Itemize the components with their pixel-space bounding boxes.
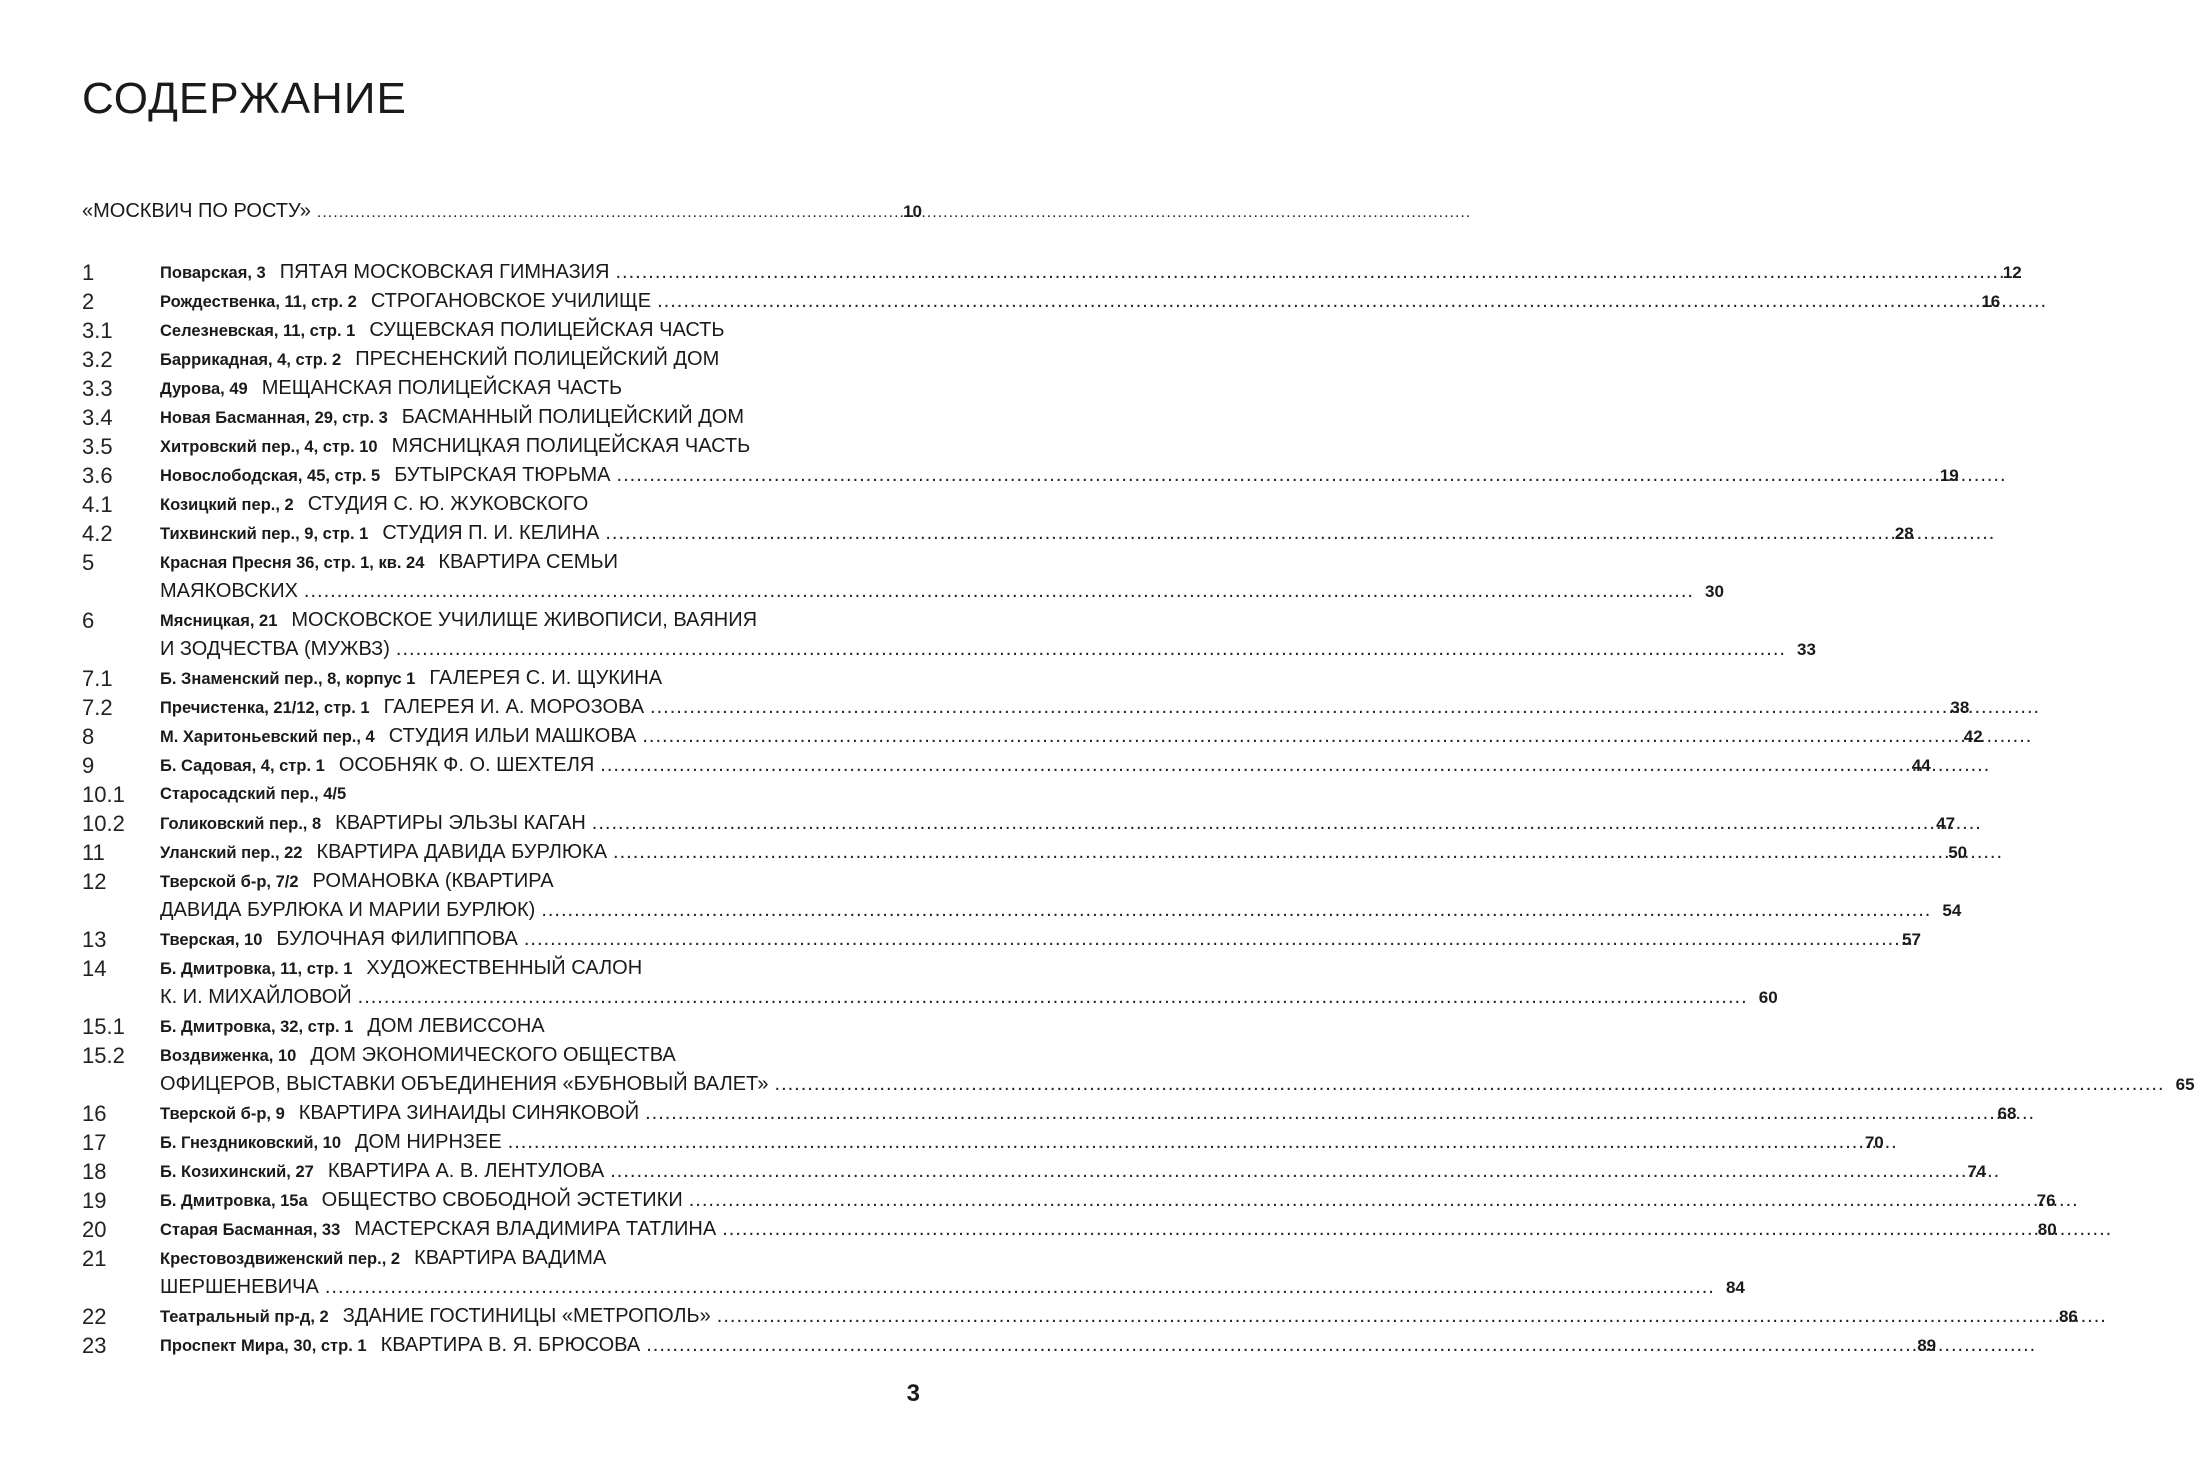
toc-entry-number: 3.1	[82, 318, 113, 343]
toc-entry-line	[160, 983, 1778, 1012]
toc-entry-body	[160, 1041, 2195, 1099]
toc-entry-line	[160, 722, 1983, 751]
toc-entry-title: СТУДИЯ ИЛЬИ МАШКОВА	[388, 725, 637, 747]
toc-entry-body	[160, 345, 922, 374]
toc-entry-page: 44	[1911, 756, 1931, 775]
toc-entry-address: Мясницкая, 21	[160, 612, 278, 630]
toc-entry[interactable]	[82, 809, 1956, 838]
toc-entry-number: 20	[82, 1217, 107, 1242]
toc-entry-title: ПЯТАЯ МОСКОВСКАЯ ГИМНАЗИЯ	[279, 261, 610, 283]
toc-entry-line	[160, 1099, 2016, 1128]
toc-entry-body	[160, 461, 1959, 490]
toc-entry-line	[160, 1157, 1986, 1186]
dot-leader	[657, 287, 1970, 316]
toc-entry-body	[160, 374, 922, 403]
toc-entry-body	[160, 1186, 2056, 1215]
toc-entry[interactable]	[82, 461, 1959, 490]
dot-leader	[617, 461, 1929, 490]
dot-leader	[317, 204, 892, 222]
toc-entry-line	[160, 1273, 1745, 1302]
toc-entry[interactable]	[82, 606, 1816, 664]
toc-entry-line	[160, 461, 1959, 490]
toc-entry-body	[160, 780, 922, 809]
toc-entry-number: 16	[82, 1101, 107, 1126]
toc-entry-title: БАСМАННЫЙ ПОЛИЦЕЙСКИЙ ДОМ	[401, 406, 745, 428]
toc-entry-page: 19	[1939, 466, 1959, 485]
toc-entry-page: 38	[1950, 698, 1970, 717]
toc-entry-number: 7.1	[82, 666, 113, 691]
toc-entry-title: СТУДИЯ С. Ю. ЖУКОВСКОГО	[307, 493, 589, 515]
toc-entry-number: 18	[82, 1159, 107, 1184]
toc-entry-address: Б. Знаменский пер., 8, корпус 1	[160, 670, 416, 688]
toc-entry-address: Хитровский пер., 4, стр. 10	[160, 438, 378, 456]
toc-entry-number: 19	[82, 1188, 107, 1213]
toc-entry[interactable]	[82, 374, 922, 403]
toc-entry-number: 21	[82, 1246, 107, 1271]
toc-entry-line	[160, 403, 922, 432]
toc-entry-address: Тверской б-р, 7/2	[160, 873, 299, 891]
toc-entry-number: 7.2	[82, 695, 113, 720]
toc-entry-address: Старая Басманная, 33	[160, 1221, 341, 1239]
toc-entry-body	[160, 1302, 2078, 1331]
toc-entry-address: Новая Басманная, 29, стр. 3	[160, 409, 388, 427]
dot-leader	[646, 1331, 1906, 1360]
toc-entry-address: Козицкий пер., 2	[160, 496, 294, 514]
toc-entry-address: Б. Дмитровка, 11, стр. 1	[160, 960, 353, 978]
toc-entry-address: Воздвиженка, 10	[160, 1047, 297, 1065]
toc-entry-address: Баррикадная, 4, стр. 2	[160, 351, 342, 369]
toc-entry-title: СТУДИЯ П. И. КЕЛИНА	[382, 522, 600, 544]
toc-entry[interactable]	[82, 867, 1962, 925]
toc-entry-line	[160, 1128, 1884, 1157]
page-number: 3	[906, 1380, 920, 1407]
toc-entry-number: 23	[82, 1333, 107, 1358]
dot-leader	[600, 751, 1900, 780]
toc-entry-title: ДОМ НИРНЗЕЕ	[355, 1131, 502, 1153]
toc-entry-page: 76	[2036, 1191, 2056, 1210]
toc-entry-number: 3.2	[82, 347, 113, 372]
toc-entry-line	[160, 432, 922, 461]
toc-entry-number: 11	[82, 840, 105, 865]
toc-entry-page: 33	[1797, 640, 1816, 659]
toc-entry-body	[160, 693, 1969, 722]
dot-leader	[613, 838, 1937, 867]
toc-entry-page: 54	[1942, 901, 1962, 920]
toc-entry[interactable]	[82, 751, 1931, 780]
toc-entry-line	[160, 577, 1724, 606]
toc-entry-address: Проспект Мира, 30, стр. 1	[160, 1337, 367, 1355]
toc-entry-title: ОСОБНЯК Ф. О. ШЕХТЕЛЯ	[338, 754, 595, 776]
toc-entry[interactable]	[82, 780, 922, 809]
dot-leader	[358, 983, 1748, 1012]
dot-leader	[610, 1157, 1956, 1186]
toc-entry-number: 15.1	[82, 1014, 125, 1039]
toc-entry-line	[160, 809, 1955, 838]
toc-entry-number: 4.1	[82, 492, 113, 517]
toc-entry-title: ЗДАНИЕ ГОСТИНИЦЫ «МЕТРОПОЛЬ»	[342, 1305, 711, 1327]
toc-entry-page: 47	[1936, 814, 1956, 833]
toc-entry-page: 28	[1894, 524, 1914, 543]
toc-entry-address: Голиковский пер., 8	[160, 815, 322, 833]
dot-leader	[689, 1186, 2026, 1215]
toc-entry-line	[160, 954, 1778, 983]
toc-entry-title: К. И. МИХАЙЛОВОЙ	[160, 986, 352, 1008]
toc-entry-number: 12	[82, 869, 107, 894]
toc-entry-line	[160, 1070, 2195, 1099]
toc-entry-body	[160, 809, 1955, 838]
toc-entry[interactable]	[82, 519, 1914, 548]
toc-entry-body	[160, 1012, 922, 1041]
toc-entry-line	[160, 1041, 2195, 1070]
toc-entry-address: Уланский пер., 22	[160, 844, 303, 862]
toc-entry-body	[160, 751, 1931, 780]
toc-entry-line	[160, 925, 1921, 954]
toc-entry-page: 89	[1917, 1336, 1937, 1355]
dot-leader	[616, 258, 1992, 287]
table-of-contents	[82, 200, 2195, 1360]
toc-entry[interactable]	[82, 693, 1970, 722]
toc-entry-page: 68	[1997, 1104, 2017, 1123]
toc-entry-body	[160, 287, 2000, 316]
toc-entry-body	[160, 258, 2022, 287]
toc-entry-number: 8	[82, 724, 95, 749]
toc-entry-address: Тверская, 10	[160, 931, 263, 949]
toc-entry-body	[160, 1215, 2057, 1244]
toc-entry-page: 16	[1981, 292, 2001, 311]
toc-entry-title: СУЩЕВСКАЯ ПОЛИЦЕЙСКАЯ ЧАСТЬ	[369, 319, 725, 341]
toc-entry-address: Театральный пр-д, 2	[160, 1308, 329, 1326]
toc-entry-number: 10.2	[82, 811, 125, 836]
toc-entry[interactable]	[82, 1215, 2057, 1244]
toc-entry-body	[160, 1157, 1986, 1186]
toc-entry-body	[160, 722, 1983, 751]
toc-entry-number: 13	[82, 927, 107, 952]
toc-entry[interactable]	[82, 1128, 1884, 1157]
toc-entry-title: ОФИЦЕРОВ, ВЫСТАВКИ ОБЪЕДИНЕНИЯ «БУБНОВЫЙ ВАЛЕТ»	[160, 1073, 769, 1095]
toc-entry-page: 86	[2058, 1307, 2078, 1326]
toc-entry-body	[160, 403, 922, 432]
toc-entry-title: БУЛОЧНАЯ ФИЛИППОВА	[276, 928, 518, 950]
toc-entry[interactable]	[82, 838, 1968, 867]
toc-entry-body	[160, 316, 922, 345]
toc-entry-line	[160, 635, 1816, 664]
toc-entry-line	[160, 519, 1914, 548]
toc-entry[interactable]	[82, 925, 1921, 954]
toc-entry-title: ГАЛЕРЕЯ С. И. ЩУКИНА	[429, 667, 663, 689]
toc-entry-number: 1	[82, 260, 95, 285]
toc-entry-line	[160, 606, 1816, 635]
toc-entry-line	[160, 838, 1967, 867]
toc-entry-address: Б. Садовая, 4, стр. 1	[160, 757, 325, 775]
dot-leader	[592, 809, 1925, 838]
toc-entry-number: 15.2	[82, 1043, 125, 1068]
dot-leader	[304, 577, 1694, 606]
toc-entry-title: МАСТЕРСКАЯ ВЛАДИМИРА ТАТЛИНА	[354, 1218, 717, 1240]
toc-entry[interactable]	[82, 1244, 1745, 1302]
toc-entry-title: КВАРТИРА А. В. ЛЕНТУЛОВА	[327, 1160, 605, 1182]
toc-entry-number: 6	[82, 608, 95, 633]
toc-entry-title: МЯСНИЦКАЯ ПОЛИЦЕЙСКАЯ ЧАСТЬ	[391, 435, 751, 457]
toc-entry[interactable]	[82, 1186, 2056, 1215]
toc-entry-address: Старосадский пер., 4/5	[160, 785, 347, 803]
toc-entry-title: ДОМ ЛЕВИССОНА	[367, 1015, 545, 1037]
toc-entry-line	[160, 1331, 1936, 1360]
toc-entry-title: КВАРТИРА СЕМЬИ	[438, 551, 618, 573]
toc-entry-title: ДОМ ЭКОНОМИЧЕСКОГО ОБЩЕСТВА	[310, 1044, 676, 1066]
toc-entry[interactable]	[82, 954, 1778, 1012]
toc-entry-title: ХУДОЖЕСТВЕННЫЙ САЛОН	[366, 957, 643, 979]
toc-entry-body	[160, 664, 922, 693]
toc-entry-address: Селезневская, 11, стр. 1	[160, 322, 356, 340]
toc-entry-line	[160, 374, 922, 403]
toc-entry-title: БУТЫРСКАЯ ТЮРЬМА	[394, 464, 611, 486]
dot-leader	[775, 1070, 2165, 1099]
dot-leader	[645, 1099, 1986, 1128]
toc-entry-line	[160, 780, 922, 809]
toc-entry-body	[160, 606, 1816, 664]
dot-leader	[717, 1302, 2048, 1331]
toc-entry-title: ГАЛЕРЕЯ И. А. МОРОЗОВА	[383, 696, 645, 718]
toc-entry[interactable]	[82, 432, 922, 461]
toc-entries	[82, 258, 2195, 1360]
toc-entry-line	[160, 490, 922, 519]
toc-entry-number: 5	[82, 550, 95, 575]
toc-entry[interactable]	[82, 345, 922, 374]
toc-entry-number: 14	[82, 956, 107, 981]
toc-entry[interactable]	[82, 1331, 1937, 1360]
toc-entry-line	[160, 1244, 1745, 1273]
toc-entry-title: ДАВИДА БУРЛЮКА И МАРИИ БУРЛЮК)	[160, 899, 536, 921]
toc-entry-page: 70	[1864, 1133, 1884, 1152]
toc-entry-page: 12	[2002, 263, 2022, 282]
toc-entry[interactable]	[82, 1012, 922, 1041]
toc-entry-number: 22	[82, 1304, 107, 1329]
toc-entry-line	[160, 1186, 2056, 1215]
toc-entry-page: 84	[1725, 1278, 1745, 1297]
toc-entry-body	[160, 925, 1921, 954]
toc-entry-line	[160, 867, 1961, 896]
toc-entry-page: 65	[2175, 1075, 2195, 1094]
toc-entry-line	[160, 258, 2022, 287]
toc-entry-body	[160, 490, 922, 519]
toc-entry-line	[160, 316, 922, 345]
toc-entry[interactable]	[82, 1157, 1987, 1186]
toc-entry[interactable]	[82, 316, 922, 345]
toc-entry-page: 50	[1948, 843, 1968, 862]
toc-entry-title: ОБЩЕСТВО СВОБОДНОЙ ЭСТЕТИКИ	[321, 1189, 683, 1211]
toc-entry[interactable]	[82, 490, 922, 519]
toc-intro-page: 10	[903, 202, 922, 221]
toc-entry[interactable]	[82, 548, 1724, 606]
toc-entry-number: 3.4	[82, 405, 113, 430]
toc-entry-address: Поварская, 3	[160, 264, 266, 282]
toc-entry-address: Пречистенка, 21/12, стр. 1	[160, 699, 370, 717]
toc-entry-address: Новослободская, 45, стр. 5	[160, 467, 381, 485]
toc-entry-address: Б. Гнездниковский, 10	[160, 1134, 341, 1152]
toc-entry-body	[160, 548, 1724, 606]
toc-entry-title: МЕЩАНСКАЯ ПОЛИЦЕЙСКАЯ ЧАСТЬ	[261, 377, 623, 399]
toc-entry-number: 17	[82, 1130, 107, 1155]
toc-entry-line	[160, 693, 1969, 722]
toc-entry-page: 74	[1967, 1162, 1987, 1181]
toc-entry-line	[160, 664, 922, 693]
toc-entry-number: 3.6	[82, 463, 113, 488]
toc-entry-address: Б. Козихинский, 27	[160, 1163, 314, 1181]
toc-entry-address: Тихвинский пер., 9, стр. 1	[160, 525, 369, 543]
toc-entry-title: РОМАНОВКА (КВАРТИРА	[312, 870, 554, 892]
toc-entry-address: Красная Пресня 36, стр. 1, кв. 24	[160, 554, 425, 572]
toc-entry-body	[160, 867, 1961, 925]
page-title: СОДЕРЖАНИЕ	[82, 74, 407, 123]
toc-entry-body	[160, 1128, 1884, 1157]
toc-entry-number: 3.3	[82, 376, 113, 401]
dot-leader	[650, 693, 1939, 722]
toc-entry-line	[160, 548, 1724, 577]
toc-intro-title: «МОСКВИЧ ПО РОСТУ»	[82, 200, 311, 222]
toc-entry[interactable]	[82, 403, 922, 432]
toc-entry-title: СТРОГАНОВСКОЕ УЧИЛИЩЕ	[370, 290, 652, 312]
toc-entry-title: МОСКОВСКОЕ УЧИЛИЩЕ ЖИВОПИСИ, ВАЯНИЯ	[291, 609, 758, 631]
toc-entry-number: 9	[82, 753, 95, 778]
dot-leader	[508, 1128, 1854, 1157]
toc-entry[interactable]	[82, 287, 2001, 316]
toc-entry-line	[160, 287, 2000, 316]
toc-entry-title: КВАРТИРА ВАДИМА	[414, 1247, 607, 1269]
toc-entry-number: 4.2	[82, 521, 113, 546]
toc-entry[interactable]	[82, 664, 922, 693]
toc-entry-address: М. Харитоньевский пер., 4	[160, 728, 375, 746]
toc-entry-address: Б. Дмитровка, 15а	[160, 1192, 308, 1210]
toc-intro[interactable]	[82, 200, 922, 229]
toc-entry-page: 80	[2037, 1220, 2057, 1239]
toc-entry-title: И ЗОДЧЕСТВА (МУЖВЗ)	[160, 638, 390, 660]
toc-entry-body	[160, 1331, 1936, 1360]
toc-entry-title: МАЯКОВСКИХ	[160, 580, 298, 602]
dot-leader	[524, 925, 1891, 954]
toc-entry-title: КВАРТИРЫ ЭЛЬЗЫ КАГАН	[335, 812, 586, 834]
toc-entry-line	[160, 1302, 2078, 1331]
toc-entry-title: ШЕРШЕНЕВИЧА	[160, 1276, 319, 1298]
dot-leader	[642, 722, 1952, 751]
toc-entry-body	[160, 1099, 2016, 1128]
toc-entry-body	[160, 954, 1778, 1012]
toc-entry-page: 60	[1758, 988, 1778, 1007]
toc-entry-page: 30	[1705, 582, 1724, 601]
toc-entry[interactable]	[82, 258, 2022, 287]
toc-entry-title: ПРЕСНЕНСКИЙ ПОЛИЦЕЙСКИЙ ДОМ	[355, 348, 720, 370]
toc-entry-address: Тверской б-р, 9	[160, 1105, 285, 1123]
toc-entry-line	[160, 1012, 922, 1041]
toc-entry[interactable]	[82, 1041, 2195, 1099]
toc-entry-title: КВАРТИРА ЗИНАИДЫ СИНЯКОВОЙ	[298, 1102, 640, 1124]
toc-entry-number: 3.5	[82, 434, 113, 459]
toc-entry-line	[160, 345, 922, 374]
toc-entry-address: Дурова, 49	[160, 380, 248, 398]
dot-leader	[541, 896, 1931, 925]
toc-entry-number: 10.1	[82, 782, 125, 807]
dot-leader	[605, 519, 1883, 548]
toc-entry-title: КВАРТИРА В. Я. БРЮСОВА	[380, 1334, 641, 1356]
toc-entry-page: 42	[1963, 727, 1983, 746]
toc-entry[interactable]	[82, 722, 1983, 751]
toc-entry-address: Рождественка, 11, стр. 2	[160, 293, 357, 311]
toc-entry-address: Б. Дмитровка, 32, стр. 1	[160, 1018, 354, 1036]
toc-entry-body	[160, 432, 922, 461]
toc-entry-number: 2	[82, 289, 95, 314]
dot-leader	[325, 1273, 1715, 1302]
dot-leader	[722, 1215, 2026, 1244]
toc-entry-address: Крестовоздвиженский пер., 2	[160, 1250, 401, 1268]
toc-entry-line	[160, 751, 1931, 780]
toc-entry-body	[160, 838, 1967, 867]
toc-entry-line	[160, 896, 1961, 925]
toc-entry-body	[160, 519, 1914, 548]
toc-entry-body	[160, 1244, 1745, 1302]
toc-entry[interactable]	[82, 1302, 2078, 1331]
toc-entry-page: 57	[1902, 930, 1921, 949]
toc-entry[interactable]	[82, 1099, 2017, 1128]
toc-entry-title: КВАРТИРА ДАВИДА БУРЛЮКА	[316, 841, 608, 863]
toc-entry-line	[160, 1215, 2057, 1244]
dot-leader	[396, 635, 1786, 664]
